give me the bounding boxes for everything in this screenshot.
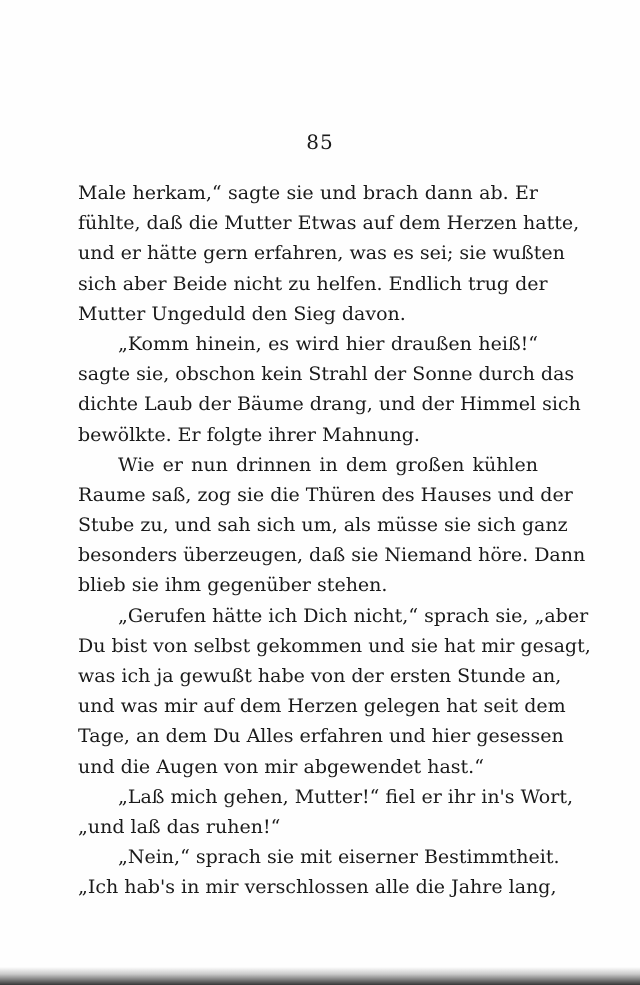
page-edge-shadow [0,967,640,985]
text-line: besonders überzeugen, daß sie Niemand höre. Dann [78,544,586,567]
text-line: „Gerufen hätte ich Dich nicht,“ sprach sie, „aber [118,604,589,627]
body-text [78,178,591,903]
text-line: Wie er nun drinnen in dem großen kühlen [118,453,538,476]
text-line: bewölkte. Er folgte ihrer Mahnung. [78,423,420,446]
text-line: „und laß das ruhen!“ [78,815,281,838]
text-line: fühlte, daß die Mutter Etwas auf dem Herzen hatte, [78,212,580,235]
text-line: sagte sie, obschon kein Strahl der Sonne durch das [78,363,575,386]
page-number: 85 [306,130,334,154]
text-line: „Ich hab's in mir verschlossen alle die Jahre lang, [78,876,557,899]
text-line: Stube zu, und sah sich um, als müsse sie sich ganz [78,514,568,537]
text-line: dichte Laub der Bäume drang, und der Himmel sich [78,393,581,416]
text-line: „Komm hinein, es wird hier draußen heiß!“ [118,332,538,355]
text-line: „Laß mich gehen, Mutter!“ fiel er ihr in's Wort, [118,785,574,808]
text-line: Du bist von selbst gekommen und sie hat mir gesagt, [78,634,591,657]
text-line: „Nein,“ sprach sie mit eiserner Bestimmtheit. [118,846,560,869]
text-line: Male herkam,“ sagte sie und brach dann ab. Er [78,182,538,204]
text-line: blieb sie ihm gegenüber stehen. [78,574,388,597]
text-line: was ich ja gewußt habe von der ersten Stunde an, [78,665,562,687]
text-line: Raume saß, zog sie die Thüren des Hauses und der [78,483,573,506]
text-line: Tage, an dem Du Alles erfahren und hier gesessen [78,725,564,748]
text-line: sich aber Beide nicht zu helfen. Endlich trug der [78,272,548,295]
text-line: und er hätte gern erfahren, was es sei; sie wußten [78,242,565,265]
text-line: und was mir auf dem Herzen gelegen hat seit dem [78,695,566,718]
text-line: Mutter Ungeduld den Sieg davon. [78,302,406,325]
text-line: und die Augen von mir abgewendet hast.“ [78,755,484,778]
